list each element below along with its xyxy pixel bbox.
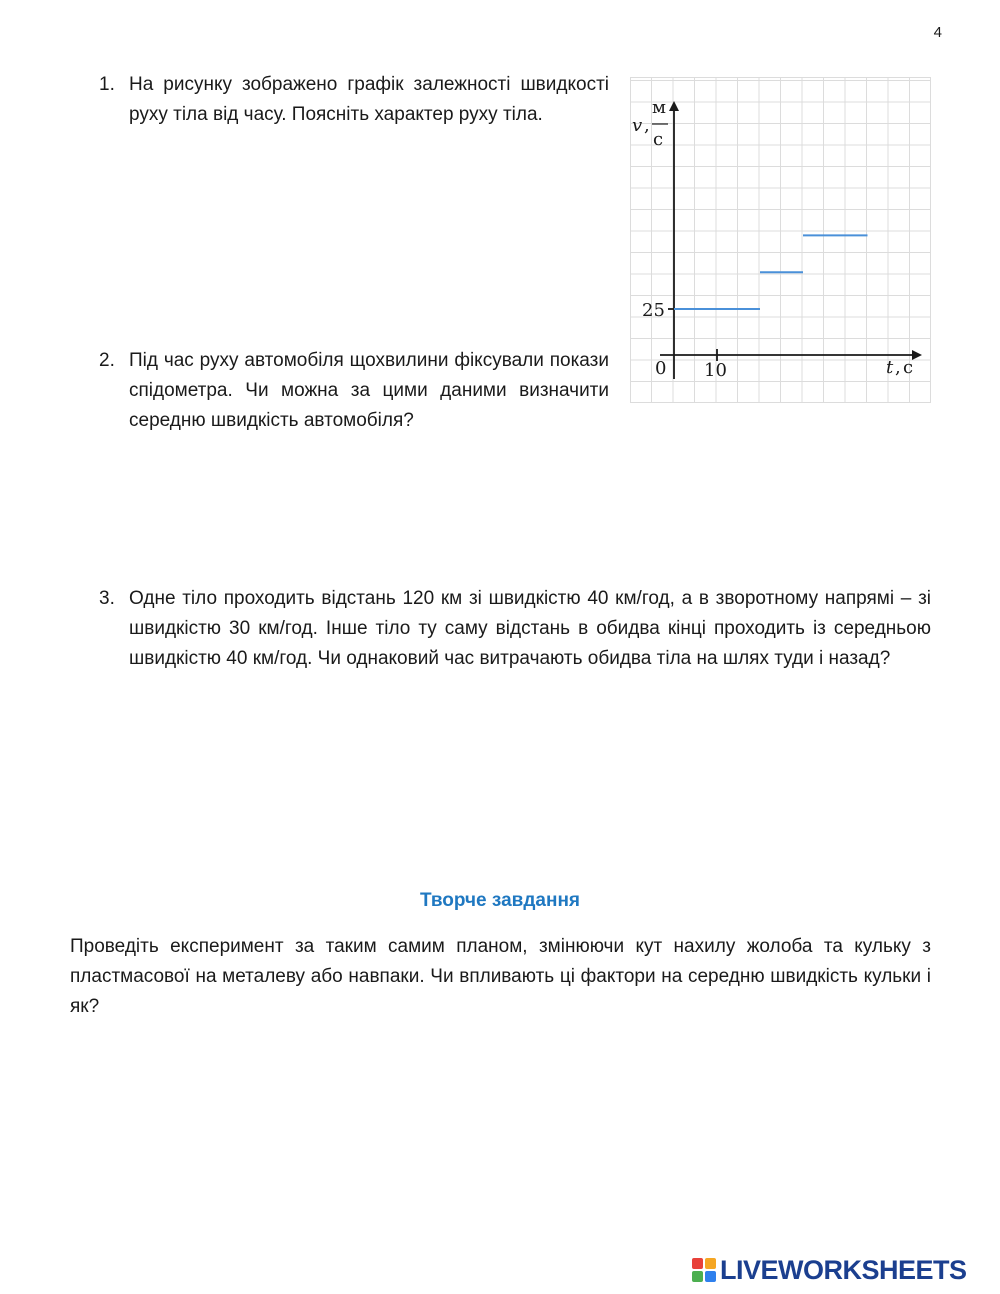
logo-blocks (692, 1258, 716, 1282)
question-number: 1. (99, 74, 115, 95)
x-tick-label: 10 (704, 360, 727, 381)
question-number: 3. (99, 588, 115, 609)
x-axis-unit: с (903, 357, 914, 378)
y-tick-label: 25 (642, 300, 665, 321)
x-axis-var-label: t (886, 357, 894, 378)
logo-block (692, 1271, 703, 1282)
question-number: 2. (99, 350, 115, 371)
page-number: 4 (933, 24, 942, 41)
creative-task-text: Проведіть експеримент за таким самим планом, змінюючи кут нахилу жолоба та кульку з пластмасової на металеву або навпаки. Чи впливають ці фактори на середню швидкість кульки і як? (70, 936, 931, 1017)
question-text: Під час руху автомобіля щохвилини фіксували покази спідометра. Чи можна за цими даними визначити середню швидкість автомобіля? (129, 350, 609, 431)
logo-block (705, 1258, 716, 1269)
y-axis-unit-denominator: с (653, 129, 664, 150)
logo-block (705, 1271, 716, 1282)
x-axis-arrow (912, 350, 922, 360)
logo-text: LIVEWORKSHEETS (720, 1254, 967, 1285)
velocity-time-graph (630, 77, 931, 403)
logo-block (692, 1258, 703, 1269)
origin-label: 0 (655, 358, 667, 379)
series (674, 235, 868, 309)
creative-task-title: Творче завдання (419, 890, 581, 911)
y-axis-unit-numerator: м (652, 97, 667, 118)
question-text: Одне тіло проходить відстань 120 км зі швидкістю 40 км/год, а в зворотному напрямі – зі швидкістю 30 км/год. Інше тіло ту саму відстань в обидва кінці проходить із середньою швидкістю 40 км/год. Чи однаковий час витрачають обидва тіла на шлях туди і назад? (129, 588, 931, 669)
y-axis-var-label: v (632, 115, 643, 136)
y-axis-comma: , (644, 115, 650, 136)
x-axis-comma: , (895, 357, 901, 378)
graph-svg (630, 77, 931, 403)
question-text: На рисунку зображено графік залежності швидкості руху тіла від часу. Поясніть характер руху тіла. (129, 74, 609, 125)
question-1 (99, 70, 609, 130)
question-3 (99, 584, 931, 674)
liveworksheets-logo (692, 1254, 992, 1286)
question-2 (99, 346, 609, 436)
axes (660, 101, 922, 379)
